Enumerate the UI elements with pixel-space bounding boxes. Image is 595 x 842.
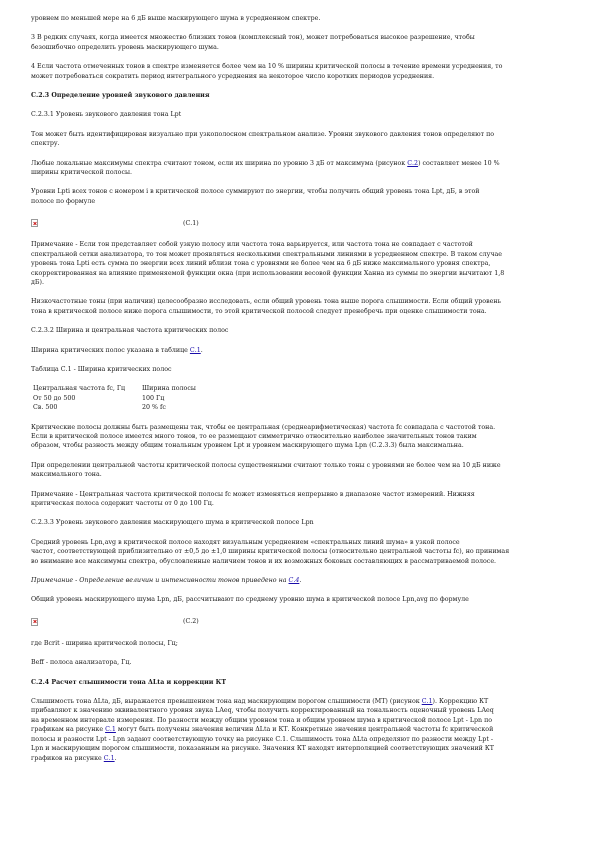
text-line: Если в критической полосе имеется много тонов, то ее размещают симметрично относительно наиболее значительных тонов таким — [31, 432, 477, 440]
text-line: Средний уровень Lpn,avg в критической полосе находят визуальным усреднением «спектральных линий шума» в узкой полосе — [31, 538, 460, 546]
text-line: Примечание - Если тон представляет собой узкую полосу или частота тона варьируется, или частота тона не совпадает с частотой — [31, 241, 473, 249]
table-cell: 20 % fc — [142, 404, 166, 412]
figure-c1-link[interactable]: С.1 — [421, 698, 433, 706]
text-line: частот, соответствующей приблизительно от ±0,5 до ±1,0 ширины критической полосы (относительно центральной частоты fc), но принимая — [31, 548, 510, 556]
text-span: Любые локальные максимумы спектра считают тоном, если их ширина по уровню 3 дБ от максимума (рисунок — [31, 159, 408, 167]
section-heading-c231: С.2.3.1 Уровень звукового давления тона Lpt — [31, 111, 182, 119]
formula-c1 — [31, 216, 569, 230]
text-line: ширины критической полосы. — [31, 169, 132, 177]
note-4 — [31, 62, 569, 81]
table-cell: 100 Гц — [142, 394, 165, 402]
paragraph — [31, 297, 569, 316]
paragraph: уровнем по меньшей мере на 6 дБ выше маскирующего шума в усредненном спектре. — [31, 15, 321, 22]
table-cell: От 50 до 500 — [33, 394, 76, 402]
text-line: Тон может быть идентифицирован визуально при узкополосном спектральном анализе. Уровни звукового давления тонов определяют по — [31, 130, 495, 138]
table-cell: Св. 500 — [33, 404, 58, 412]
text-line: скорректированная на влияние применяемой функции окна (при использовании весовой функции Ханна из суммы по энергии вычитают 1,8 — [31, 269, 505, 277]
text-span: графиков на рисунке — [31, 754, 104, 762]
text-line: 3 В редких случаях, когда имеется множество близких тонов (комплексный тон), может потребоваться высокое разрешение, чтобы — [31, 34, 475, 42]
formula-c2 — [31, 615, 569, 629]
note-paragraph — [31, 576, 569, 585]
paragraph — [31, 159, 569, 178]
table-row — [33, 403, 200, 412]
critical-bands-table — [33, 384, 200, 412]
paragraph — [31, 187, 569, 206]
text-span: графикам на рисунке — [31, 726, 106, 734]
document-page — [31, 14, 569, 773]
text-span: могут быть получены значения величин ΔLta и КТ. Конкретные значения центральной частоты fc критической — [115, 726, 494, 734]
paragraph — [31, 130, 569, 149]
text-line: При определении центральной частоты критической полосы существенными считают только тоны с уровнями не более чем на 10 дБ ниже — [31, 461, 501, 469]
text-line: может потребоваться сократить период интегрального усреднения на некоторое число коротких периодов усреднения. — [31, 72, 435, 80]
text-line — [31, 725, 569, 734]
text-line: на временном интервале измерения. По разности между общим уровнем тона и общим уровнем шума в критической полосе Lpt - Lpn по — [31, 716, 493, 724]
text-span: Примечание - Определение величин и интенсивности тонов приведено на — [31, 577, 289, 585]
paragraph: где Bcrit - ширина критической полосы, Гц; — [31, 639, 178, 647]
figure-c1-link[interactable]: С.1 — [105, 726, 116, 734]
text-line: во внимание все максимумы спектра, обусловленные наличием тонов и их возможных боковых составляющих в рассматриваемой полосе. — [31, 557, 497, 565]
table-c1-link[interactable]: С.1 — [189, 346, 201, 354]
text-span: . — [114, 754, 117, 762]
text-span: Ширина критических полос указана в таблице — [31, 346, 190, 354]
text-line: безошибочно определить уровень маскирующего шума. — [31, 43, 219, 51]
text-line — [31, 697, 569, 706]
text-span: ) составляет менее 10 % — [418, 159, 500, 167]
figure-c1-link[interactable]: С.1 — [103, 754, 115, 762]
text-line: полосе по формуле — [31, 197, 96, 205]
broken-image-icon — [31, 219, 38, 227]
paragraph: Beff - полоса анализатора, Гц. — [31, 659, 132, 667]
paragraph: Общий уровень маскирующего шума Lpn, дБ, рассчитывают по среднему уровню шума в критической полосе Lpn,avg по формуле — [31, 596, 469, 604]
section-heading-c233: С.2.3.3 Уровень звукового давления маскирующего шума в критической полосе Lpn — [31, 519, 314, 527]
text-line: спектральной сетки анализатора, то тон может проявляться несколькими спектральными линиями в усредненном спектре. В таком случае — [31, 250, 502, 258]
text-span: . — [299, 577, 302, 585]
text-line: максимального тона. — [31, 471, 102, 479]
note-3 — [31, 33, 569, 52]
text-line: критическая полоса содержит частоты от 0 до 100 Гц. — [31, 500, 214, 507]
text-line — [31, 754, 569, 763]
note-paragraph — [31, 490, 569, 509]
paragraph — [31, 461, 569, 480]
equation-number: (С.1) — [183, 219, 199, 227]
text-line: Критические полосы должны быть размещены так, чтобы ее центральная (среднеарифметическая) частота fc совпадала с частотой тона. — [31, 423, 496, 431]
text-line — [31, 159, 569, 168]
broken-image-icon — [31, 618, 38, 626]
text-line: дБ). — [31, 278, 44, 286]
text-line: Примечание - Центральная частота критической полосы fc может изменяться непрерывно в диапазоне частот измерений. Нижняя — [31, 490, 475, 498]
text-span: . — [200, 346, 203, 354]
text-line: уровень тона Lpti есть сумма по энергии всех линий вблизи тона с уровнями не более чем на 6 дБ ниже максимального уровня спектра, — [31, 260, 491, 268]
table-row — [33, 394, 200, 403]
text-line: спектру. — [31, 140, 60, 148]
text-line: полосы и разности Lpt - Lpn задают соответствующую точку на рисунке С.1. Слышимость тона ΔLta определяют по разности между Lpt - — [31, 735, 493, 743]
text-line: Низкочастотные тоны (при наличии) целесообразно исследовать, если общий уровень тона выше порога слышимости. Если общий уровень — [31, 298, 501, 306]
table-header-cell: Центральная частота fc, Гц — [33, 385, 126, 393]
equation-number: (С.2) — [183, 618, 199, 626]
paragraph — [31, 423, 569, 451]
text-line: Уровни Lpti всех тонов с номером i в критической полосе суммируют по энергии, чтобы получить общий уровень тона Lpt, дБ, в этой — [31, 188, 480, 196]
text-line: прибавляют к значению эквивалентного уровня звука LAeq, чтобы получить корректированный на тональность оценочный уровень LAeq — [31, 707, 494, 715]
table-header-row — [33, 384, 200, 393]
figure-c2-link[interactable]: С.2 — [407, 159, 419, 167]
section-heading-c23: С.2.3 Определение уровней звукового давления — [31, 92, 210, 100]
table-header-cell: Ширина полосы — [142, 385, 196, 393]
section-heading-c232: С.2.3.2 Ширина и центральная частота критических полос — [31, 327, 229, 335]
text-span: Слышимость тона ΔLta, дБ, выражается превышением тона над маскирующим порогом слышимости (МТ) (рисунок — [31, 698, 422, 706]
section-c4-link[interactable]: С.4 — [288, 577, 300, 585]
section-heading-c24: С.2.4 Расчет слышимости тона ΔLta и коррекции КТ — [31, 678, 227, 686]
text-line: тона в критической полосе ниже порога слышимости, то этой критической полосой следует пренебречь при оценке слышимости тона. — [31, 307, 487, 315]
text-line: 4 Если частота отмеченных тонов в спектре изменяется более чем на 10 % ширины критической полосы в течение времени усреднения, то — [31, 63, 503, 71]
paragraph — [31, 697, 569, 763]
note-paragraph — [31, 240, 569, 287]
text-span: ). Коррекцию КТ — [432, 698, 489, 706]
text-line: образом, чтобы разность между общим тональным уровнем Lpt и уровнем маскирующего шума Lpn (С.2.3.3) была максимальна. — [31, 442, 464, 450]
table-caption: Таблица С.1 - Ширина критических полос — [31, 365, 172, 373]
text-line: Lpn и маскирующим порогом слышимости, показанным на рисунке. Значения КТ находят интерполяцией соответствующих значений КТ — [31, 745, 494, 753]
paragraph — [31, 346, 569, 355]
paragraph — [31, 538, 569, 566]
